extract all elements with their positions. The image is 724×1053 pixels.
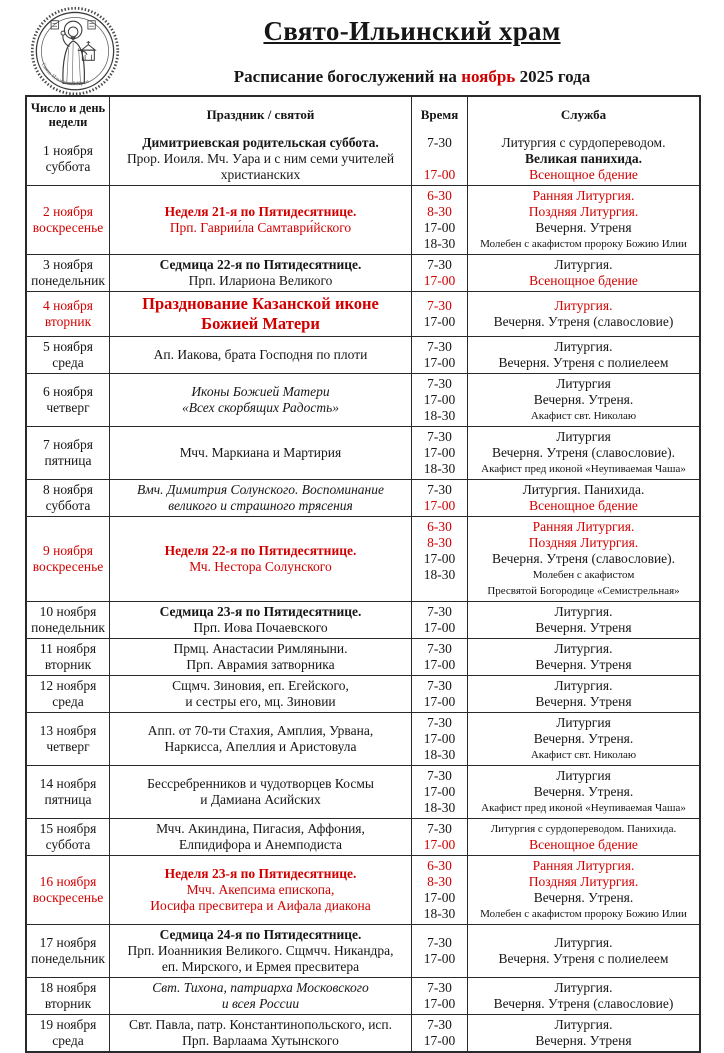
time-value: 17-00: [423, 620, 456, 635]
time-cell: [411, 856, 467, 924]
service-line: Акафист пред иконой «Неупиваемая Чаша»: [481, 802, 686, 814]
table-row: [27, 765, 699, 818]
time-value: 17-00: [423, 890, 456, 905]
feast-line: Неделя 21-я по Пятидесятнице.: [164, 204, 357, 219]
time-value: 7-30: [427, 678, 452, 693]
feast-line: Иосифа пресвитера и Аифала диакона: [150, 898, 371, 913]
date-cell: [27, 292, 109, 336]
date-text: 15 ноября: [39, 821, 97, 836]
time-cell: [411, 292, 467, 336]
time-value: 7-30: [427, 821, 452, 836]
date-text: 3 ноября: [43, 257, 93, 272]
day-text: четверг: [46, 400, 90, 415]
feast-cell: [109, 925, 411, 977]
table-row: [27, 133, 699, 185]
service-line: Литургия. Панихида.: [522, 482, 645, 497]
date-text: 2 ноября: [43, 204, 93, 219]
page-header: [25, 4, 699, 94]
service-line: Молебен с акафистом пророку Божию Илии: [480, 238, 687, 250]
time-cell: [411, 133, 467, 185]
feast-cell: [109, 133, 411, 185]
feast-line: и Дамиана Асийских: [200, 792, 321, 807]
time-value: 7-30: [427, 482, 452, 497]
feast-cell: [109, 374, 411, 426]
feast-line: Сщмч. Зиновия, еп. Егейского,: [172, 678, 349, 693]
time-value: 17-00: [423, 273, 456, 288]
feast-cell: [109, 427, 411, 479]
time-value: 17-00: [423, 784, 456, 799]
time-value: 17-00: [423, 996, 456, 1011]
service-line: Вечерня. Утреня.: [533, 890, 634, 905]
time-value: 17-00: [423, 694, 456, 709]
feast-line: Ап. Иакова, брата Господня по плоти: [153, 347, 368, 362]
feast-line: Седмица 23-я по Пятидесятнице.: [159, 604, 362, 619]
service-line: Поздняя Литургия.: [528, 204, 639, 219]
date-cell: [27, 133, 109, 185]
feast-line: Димитриевская родительская суббота.: [142, 135, 379, 150]
service-cell: [467, 427, 699, 479]
feast-cell: [109, 639, 411, 675]
col-header-time: Время: [411, 97, 467, 133]
church-emblem-logo: [27, 6, 123, 98]
table-row: [27, 977, 699, 1014]
feast-line: Прп. Варлаама Хутынского: [182, 1033, 339, 1048]
service-line: Молебен с акафистом пророку Божию Илии: [480, 908, 687, 920]
time-value: 8-30: [427, 874, 452, 889]
service-cell: [467, 925, 699, 977]
table-row: [27, 516, 699, 601]
day-text: среда: [52, 1033, 84, 1048]
logo-ring-text: Свято-Ильинский Храм: [39, 62, 90, 88]
table-row: [27, 185, 699, 254]
feast-line: и сестры его, мц. Зиновии: [185, 694, 336, 709]
date-text: 5 ноября: [43, 339, 93, 354]
time-value: 7-30: [427, 641, 452, 656]
feast-cell: [109, 713, 411, 765]
feast-line: и всея России: [221, 996, 300, 1011]
service-line: Вечерня. Утреня (славословие).: [491, 445, 676, 460]
time-value: 17-00: [423, 445, 456, 460]
feast-cell: [109, 856, 411, 924]
date-text: 13 ноября: [39, 723, 97, 738]
time-value: 17-00: [423, 731, 456, 746]
table-row: [27, 479, 699, 516]
feast-line: Свт. Тихона, патриарха Московского: [152, 980, 369, 995]
service-line: Вечерня. Утреня (славословие): [493, 996, 674, 1011]
service-line: Акафист пред иконой «Неупиваемая Чаша»: [481, 463, 686, 475]
subtitle-month: ноябрь: [461, 67, 516, 86]
date-text: 11 ноября: [39, 641, 97, 656]
col-header-service: Служба: [467, 97, 699, 133]
feast-line: Вмч. Димитрия Солунского. Воспоминание: [137, 482, 384, 497]
service-cell: [467, 856, 699, 924]
table-row: [27, 638, 699, 675]
service-cell: [467, 713, 699, 765]
feast-line: христианских: [220, 167, 301, 182]
service-line: Поздняя Литургия.: [528, 874, 639, 889]
day-text: понедельник: [31, 951, 105, 966]
service-cell: [467, 337, 699, 373]
service-line: Вечерня. Утреня: [535, 1033, 632, 1048]
day-text: понедельник: [31, 273, 105, 288]
date-cell: [27, 602, 109, 638]
feast-line: Иконы Божией Матери: [191, 384, 330, 399]
service-line: Вечерня. Утреня (славословие): [493, 314, 674, 329]
feast-cell: [109, 186, 411, 254]
time-value: 7-30: [427, 298, 452, 313]
church-emblem-icon: [27, 6, 123, 98]
feast-line: Мч. Нестора Солунского: [189, 559, 332, 574]
feast-line: Мчч. Акепсима епископа,: [186, 882, 335, 897]
service-line: Литургия.: [554, 678, 613, 693]
service-cell: [467, 978, 699, 1014]
feast-cell: [109, 292, 411, 336]
date-cell: [27, 766, 109, 818]
time-cell: [411, 676, 467, 712]
time-value: 18-30: [423, 461, 456, 476]
service-line: Литургия: [556, 376, 611, 391]
service-cell: [467, 819, 699, 855]
date-text: 9 ноября: [43, 543, 93, 558]
service-line: Поздняя Литургия.: [528, 535, 639, 550]
time-value: 7-30: [427, 1017, 452, 1032]
feast-cell: [109, 337, 411, 373]
date-cell: [27, 676, 109, 712]
time-value: 18-30: [423, 408, 456, 423]
table-row: [27, 1014, 699, 1051]
service-cell: [467, 292, 699, 336]
feast-line: Прп. Аврамия затворника: [186, 657, 335, 672]
time-cell: [411, 480, 467, 516]
table-header-row: [27, 97, 699, 133]
date-cell: [27, 856, 109, 924]
time-value: 17-00: [423, 167, 456, 182]
time-cell: [411, 819, 467, 855]
service-cell: [467, 517, 699, 601]
time-cell: [411, 639, 467, 675]
feast-line: Прор. Иоиля. Мч. Уара и с ним семи учителей: [126, 151, 395, 166]
time-value: 17-00: [423, 657, 456, 672]
feast-line: «Всех скорбящих Радость»: [181, 400, 340, 415]
time-value: 17-00: [423, 951, 456, 966]
feast-line: Седмица 24-я по Пятидесятнице.: [159, 927, 362, 942]
service-line: Великая панихида.: [525, 151, 642, 166]
service-cell: [467, 676, 699, 712]
date-cell: [27, 639, 109, 675]
time-value: 18-30: [423, 800, 456, 815]
service-cell: [467, 766, 699, 818]
service-line: Всенощное бдение: [529, 498, 638, 513]
service-cell: [467, 639, 699, 675]
service-line: Акафист свт. Николаю: [530, 410, 637, 422]
date-cell: [27, 925, 109, 977]
service-line: Литургия: [556, 715, 611, 730]
service-line: Вечерня. Утреня.: [533, 731, 634, 746]
subtitle-prefix: Расписание богослужений на: [233, 67, 462, 86]
feast-line: великого и страшного трясения: [168, 498, 353, 513]
time-value: 17-00: [423, 355, 456, 370]
time-value: 8-30: [427, 204, 452, 219]
day-text: суббота: [45, 498, 91, 513]
table-row: [27, 712, 699, 765]
date-text: 19 ноября: [39, 1017, 97, 1032]
date-text: 17 ноября: [39, 935, 97, 950]
table-row: [27, 601, 699, 638]
service-line: Вечерня. Утреня (славословие).: [491, 551, 676, 566]
schedule-table: [25, 95, 701, 1053]
time-cell: [411, 766, 467, 818]
date-text: 12 ноября: [39, 678, 97, 693]
service-cell: [467, 480, 699, 516]
day-text: среда: [52, 355, 84, 370]
service-line: Пресвятой Богородице «Семистрельная»: [487, 585, 680, 597]
time-value: 7-30: [427, 768, 452, 783]
time-value: 7-30: [427, 604, 452, 619]
time-value: 17-00: [423, 837, 456, 852]
day-text: вторник: [44, 657, 92, 672]
time-value: 7-30: [427, 429, 452, 444]
service-line: Вечерня. Утреня.: [533, 392, 634, 407]
date-cell: [27, 427, 109, 479]
service-line: Литургия.: [554, 641, 613, 656]
feast-line: Бессребренников и чудотворцев Космы: [147, 776, 374, 791]
day-text: воскресенье: [32, 559, 104, 574]
service-line: Вечерня. Утреня.: [533, 784, 634, 799]
time-value: 6-30: [427, 188, 452, 203]
date-text: 16 ноября: [39, 874, 97, 889]
date-text: 4 ноября: [43, 298, 93, 313]
date-cell: [27, 713, 109, 765]
day-text: вторник: [44, 996, 92, 1011]
time-value: 7-30: [427, 715, 452, 730]
date-text: 8 ноября: [43, 482, 93, 497]
table-body: [27, 133, 699, 1051]
service-cell: [467, 374, 699, 426]
time-value: 6-30: [427, 858, 452, 873]
time-value: 17-00: [423, 498, 456, 513]
day-text: понедельник: [31, 620, 105, 635]
service-line: Всенощное бдение: [529, 167, 638, 182]
feast-cell: [109, 819, 411, 855]
date-text: 14 ноября: [39, 776, 97, 791]
feast-line: Наркисса, Апеллия и Аристовула: [164, 739, 357, 754]
date-text: 18 ноября: [39, 980, 97, 995]
page-title: Свято-Ильинский храм: [263, 16, 561, 46]
service-line: Литургия: [556, 429, 611, 444]
time-cell: [411, 374, 467, 426]
feast-cell: [109, 255, 411, 291]
time-cell: [411, 517, 467, 601]
date-text: 10 ноября: [39, 604, 97, 619]
date-text: 7 ноября: [43, 437, 93, 452]
service-line: Всенощное бдение: [529, 273, 638, 288]
time-cell: [411, 427, 467, 479]
day-text: суббота: [45, 837, 91, 852]
time-value: 18-30: [423, 747, 456, 762]
col-header-feast: Праздник / святой: [109, 97, 411, 133]
feast-line: Прп. Илариона Великого: [188, 273, 333, 288]
service-line: Ранняя Литургия.: [532, 519, 635, 534]
day-text: вторник: [44, 314, 92, 329]
col-header-date: Число и день недели: [30, 101, 106, 129]
feast-line: еп. Мирского, и Ермея пресвитера: [161, 959, 360, 974]
time-value: 7-30: [427, 980, 452, 995]
date-cell: [27, 978, 109, 1014]
feast-line: Прп. Гаврии́ла Самтаври́йского: [169, 220, 352, 235]
service-line: Литургия.: [554, 935, 613, 950]
time-value: 8-30: [427, 535, 452, 550]
time-value: 18-30: [423, 236, 456, 251]
service-line: Литургия.: [554, 980, 613, 995]
service-cell: [467, 1015, 699, 1051]
day-text: воскресенье: [32, 890, 104, 905]
time-cell: [411, 1015, 467, 1051]
feast-line: Празднование Казанской иконе: [142, 294, 379, 313]
feast-line: Апп. от 70-ти Стахия, Амплия, Урвана,: [147, 723, 374, 738]
service-line: Вечерня. Утреня с полиелеем: [498, 951, 669, 966]
service-cell: [467, 255, 699, 291]
date-text: 1 ноября: [43, 143, 93, 158]
date-text: 6 ноября: [43, 384, 93, 399]
time-cell: [411, 713, 467, 765]
day-text: воскресенье: [32, 220, 104, 235]
feast-cell: [109, 978, 411, 1014]
feast-line: Неделя 22-я по Пятидесятнице.: [164, 543, 357, 558]
feast-line: Свт. Павла, патр. Константинопольского, исп.: [128, 1017, 393, 1032]
feast-line: Мчч. Акиндина, Пигасия, Аффония,: [156, 821, 365, 836]
feast-line: Елпидифора и Анемподиста: [179, 837, 342, 852]
date-cell: [27, 517, 109, 601]
feast-line: Прп. Иоанникия Великого. Сщмчч. Никандра,: [127, 943, 394, 958]
service-line: Вечерня. Утреня: [535, 220, 632, 235]
date-cell: [27, 186, 109, 254]
feast-line: Седмица 22-я по Пятидесятнице.: [159, 257, 362, 272]
date-cell: [27, 255, 109, 291]
service-line: Литургия: [556, 768, 611, 783]
day-text: пятница: [44, 792, 92, 807]
date-cell: [27, 374, 109, 426]
date-cell: [27, 337, 109, 373]
date-cell: [27, 480, 109, 516]
time-value: 17-00: [423, 551, 456, 566]
service-line: Вечерня. Утреня: [535, 657, 632, 672]
time-cell: [411, 337, 467, 373]
time-value: 18-30: [423, 567, 456, 582]
feast-line: Мчч. Маркиана и Мартирия: [179, 445, 342, 460]
service-line: Ранняя Литургия.: [532, 188, 635, 203]
day-text: среда: [52, 694, 84, 709]
feast-line: Божией Матери: [201, 314, 320, 333]
service-line: Литургия.: [554, 1017, 613, 1032]
feast-cell: [109, 676, 411, 712]
time-value: 7-30: [427, 135, 452, 150]
feast-line: Неделя 23-я по Пятидесятнице.: [164, 866, 357, 881]
service-line: Литургия с сурдопереводом.: [501, 135, 666, 150]
day-text: пятница: [44, 453, 92, 468]
day-text: суббота: [45, 159, 91, 174]
service-line: Всенощное бдение: [529, 837, 638, 852]
date-cell: [27, 819, 109, 855]
time-value: 17-00: [423, 1033, 456, 1048]
time-value: 17-00: [423, 392, 456, 407]
time-cell: [411, 255, 467, 291]
service-line: Литургия.: [554, 339, 613, 354]
table-row: [27, 291, 699, 336]
service-line: Литургия.: [554, 604, 613, 619]
feast-cell: [109, 766, 411, 818]
time-value: 17-00: [423, 220, 456, 235]
feast-cell: [109, 480, 411, 516]
time-cell: [411, 602, 467, 638]
title-block: [125, 4, 699, 87]
table-row: [27, 254, 699, 291]
service-line: Литургия с сурдопереводом. Панихида.: [490, 823, 677, 835]
table-row: [27, 818, 699, 855]
service-line: Ранняя Литургия.: [532, 858, 635, 873]
time-value: 7-30: [427, 376, 452, 391]
time-value: 18-30: [423, 906, 456, 921]
day-text: четверг: [46, 739, 90, 754]
service-line: Вечерня. Утреня: [535, 694, 632, 709]
table-row: [27, 855, 699, 924]
time-value: 7-30: [427, 339, 452, 354]
date-cell: [27, 1015, 109, 1051]
table-row: [27, 336, 699, 373]
table-row: [27, 675, 699, 712]
time-value: 7-30: [427, 257, 452, 272]
time-cell: [411, 925, 467, 977]
service-line: Вечерня. Утреня: [535, 620, 632, 635]
service-line: Литургия.: [554, 298, 613, 313]
time-cell: [411, 186, 467, 254]
service-line: Молебен с акафистом: [532, 569, 635, 581]
feast-cell: [109, 1015, 411, 1051]
time-value: 6-30: [427, 519, 452, 534]
service-line: Акафист свт. Николаю: [530, 749, 637, 761]
time-value: 7-30: [427, 935, 452, 950]
service-line: Литургия.: [554, 257, 613, 272]
time-value: 17-00: [423, 314, 456, 329]
service-cell: [467, 602, 699, 638]
subtitle-suffix: 2025 года: [515, 67, 591, 86]
table-row: [27, 373, 699, 426]
service-cell: [467, 133, 699, 185]
feast-cell: [109, 517, 411, 601]
feast-line: Прп. Иова Почаевского: [193, 620, 328, 635]
service-cell: [467, 186, 699, 254]
service-line: Вечерня. Утреня с полиелеем: [498, 355, 669, 370]
page-subtitle: [125, 67, 699, 87]
feast-cell: [109, 602, 411, 638]
table-row: [27, 426, 699, 479]
time-cell: [411, 978, 467, 1014]
feast-line: Прмц. Анастасии Римляныни.: [173, 641, 348, 656]
table-row: [27, 924, 699, 977]
